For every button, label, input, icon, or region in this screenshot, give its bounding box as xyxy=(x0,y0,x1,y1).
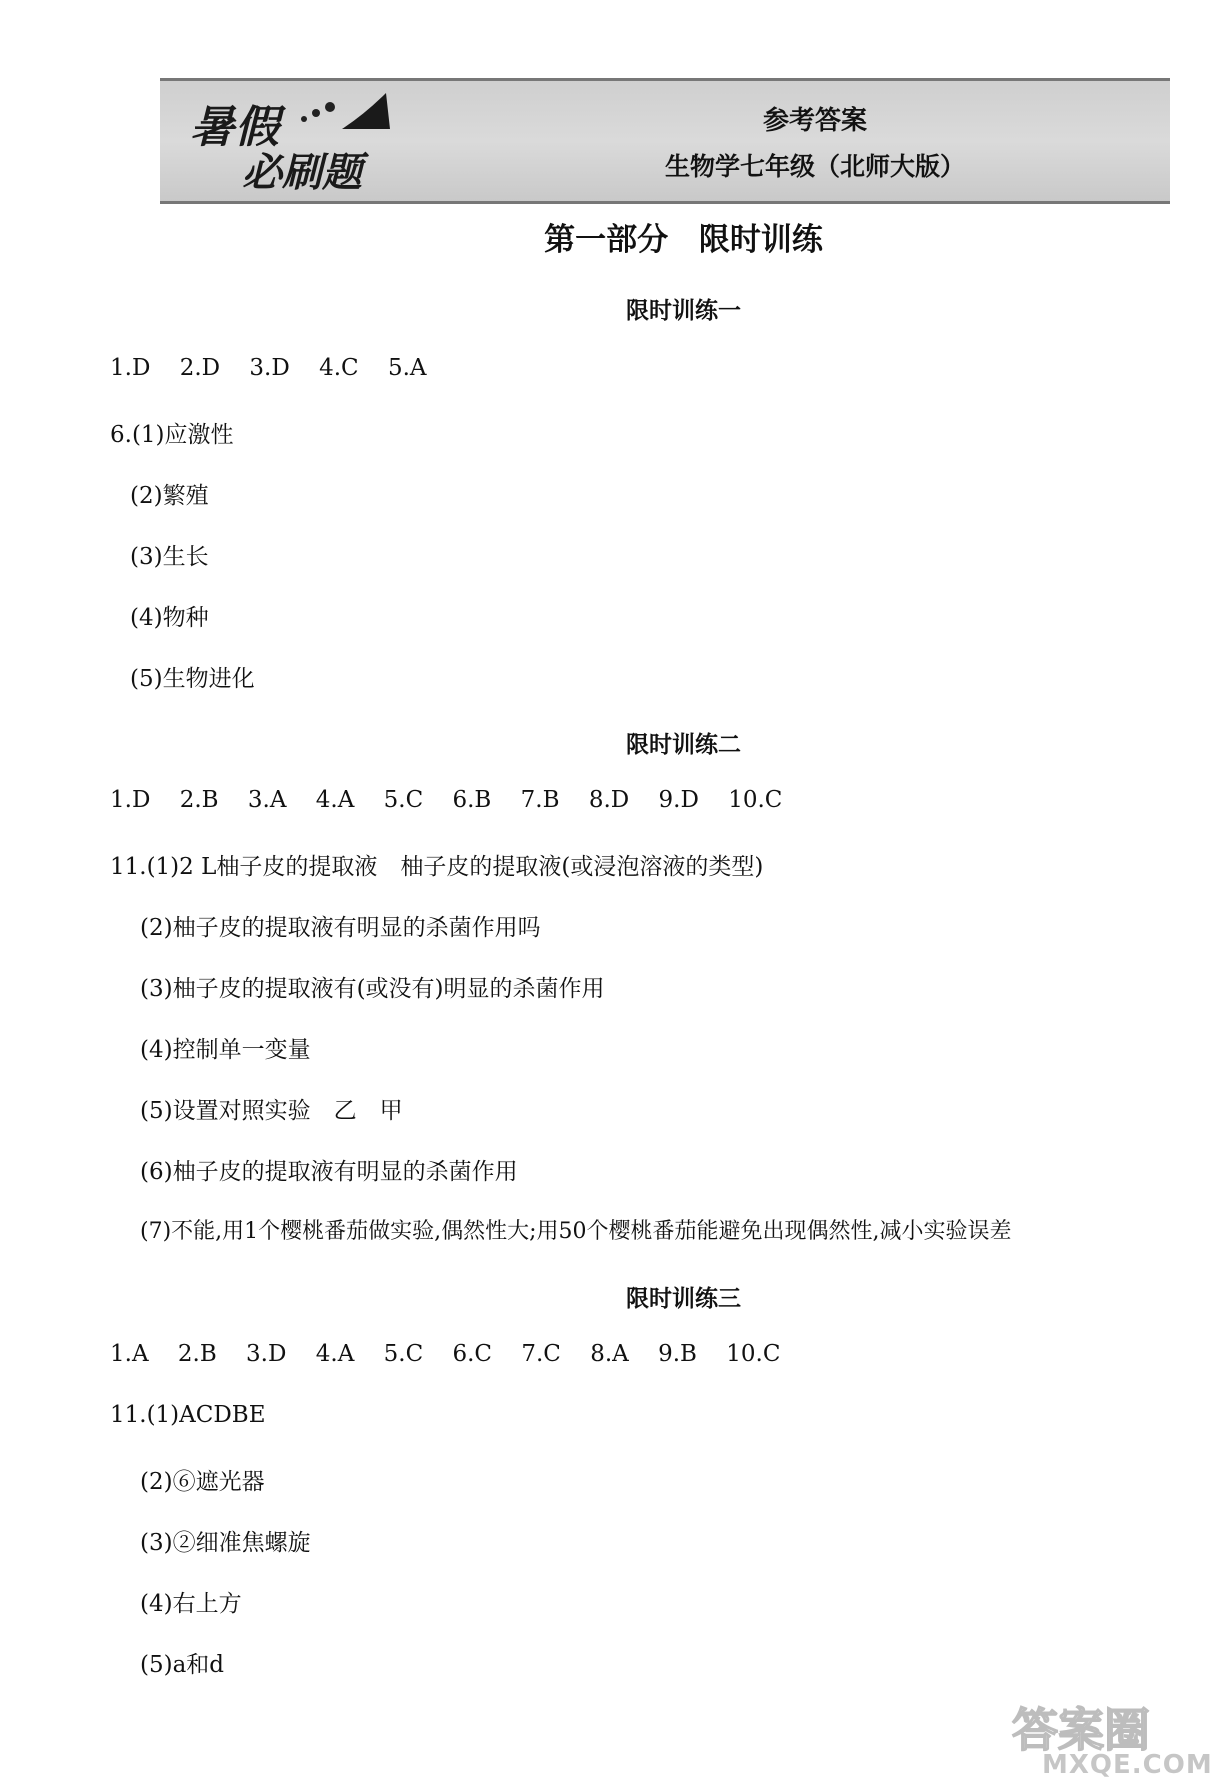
mc-answer: 7.C xyxy=(521,1341,561,1367)
answer-line: (3)柚子皮的提取液有(或没有)明显的杀菌作用 xyxy=(140,976,605,1002)
brand-logo xyxy=(190,89,400,194)
answer-line: 6.(1)应激性 xyxy=(110,422,234,448)
mc-answer: 6.C xyxy=(452,1341,493,1367)
answer-line: (4)物种 xyxy=(130,605,209,631)
answer-line: 11.(1)ACDBE xyxy=(110,1402,266,1428)
section-title: 限时训练三 xyxy=(626,1286,741,1312)
mc-answer: 5.C xyxy=(383,787,424,813)
mc-answer: 9.D xyxy=(658,787,699,813)
answer-line: (5)a和d xyxy=(140,1652,225,1678)
answer-line: (7)不能,用1个樱桃番茄做实验,偶然性大;用50个樱桃番茄能避免出现偶然性,减小实验误差 xyxy=(140,1219,1012,1244)
logo-line-2: 必刷题 xyxy=(242,150,362,196)
answer-line: (2)柚子皮的提取液有明显的杀菌作用吗 xyxy=(140,915,541,941)
mc-answer: 2.B xyxy=(179,787,219,813)
mc-answer: 5.C xyxy=(383,1341,424,1367)
mc-answer: 1.D xyxy=(110,787,151,813)
answer-line: (2)⑥遮光器 xyxy=(140,1469,265,1495)
watermark-text: 答案圈 xyxy=(1012,1703,1150,1757)
mc-answer: 8.D xyxy=(588,787,630,813)
mc-answer: 3.D xyxy=(249,355,290,381)
mc-answer: 4.C xyxy=(319,355,359,381)
mc-answer: 1.A xyxy=(110,1341,149,1367)
mc-answer: 5.A xyxy=(387,355,427,381)
mc-answer: 1.D xyxy=(110,355,151,381)
answer-line: (2)繁殖 xyxy=(130,483,209,509)
section-title: 限时训练一 xyxy=(626,298,741,324)
mc-answers xyxy=(110,355,449,381)
mc-answer: 6.B xyxy=(452,787,492,813)
header-banner xyxy=(160,78,1170,204)
mc-answer: 8.A xyxy=(590,1341,629,1367)
mc-answer: 9.B xyxy=(658,1341,697,1367)
mc-answer: 4.A xyxy=(315,1341,355,1367)
answer-line: 11.(1)2 L柚子皮的提取液 柚子皮的提取液(或浸泡溶液的类型) xyxy=(110,854,764,880)
answer-line: (4)右上方 xyxy=(140,1591,242,1617)
answer-line: (5)设置对照实验 乙 甲 xyxy=(140,1098,403,1124)
mc-answer: 10.C xyxy=(728,787,783,813)
banner-titles xyxy=(460,81,1170,201)
site-watermark xyxy=(1002,1694,1213,1784)
mc-answers xyxy=(110,1341,802,1367)
mc-answer: 3.A xyxy=(247,787,287,813)
mc-answer: 7.B xyxy=(520,787,560,813)
answer-line: (3)②细准焦螺旋 xyxy=(140,1530,311,1556)
mc-answer: 2.B xyxy=(177,1341,217,1367)
banner-title: 参考答案 xyxy=(762,105,867,136)
part-title: 第一部分 限时训练 xyxy=(544,222,823,258)
mc-answer: 10.C xyxy=(726,1341,781,1367)
logo-line-1: 暑假 xyxy=(190,102,280,153)
mc-answer: 3.D xyxy=(246,1341,287,1367)
answer-line: (5)生物进化 xyxy=(130,666,255,692)
mc-answer: 2.D xyxy=(179,355,221,381)
section-title: 限时训练二 xyxy=(626,732,741,758)
mc-answers xyxy=(110,787,804,813)
answer-line: (4)控制单一变量 xyxy=(140,1037,311,1063)
answer-line: (6)柚子皮的提取液有明显的杀菌作用 xyxy=(140,1159,518,1185)
banner-subtitle: 生物学七年级（北师大版） xyxy=(664,151,965,181)
answer-line: (3)生长 xyxy=(130,544,209,570)
watermark-url: MXQE.COM xyxy=(1042,1750,1213,1780)
mc-answer: 4.A xyxy=(315,787,355,813)
